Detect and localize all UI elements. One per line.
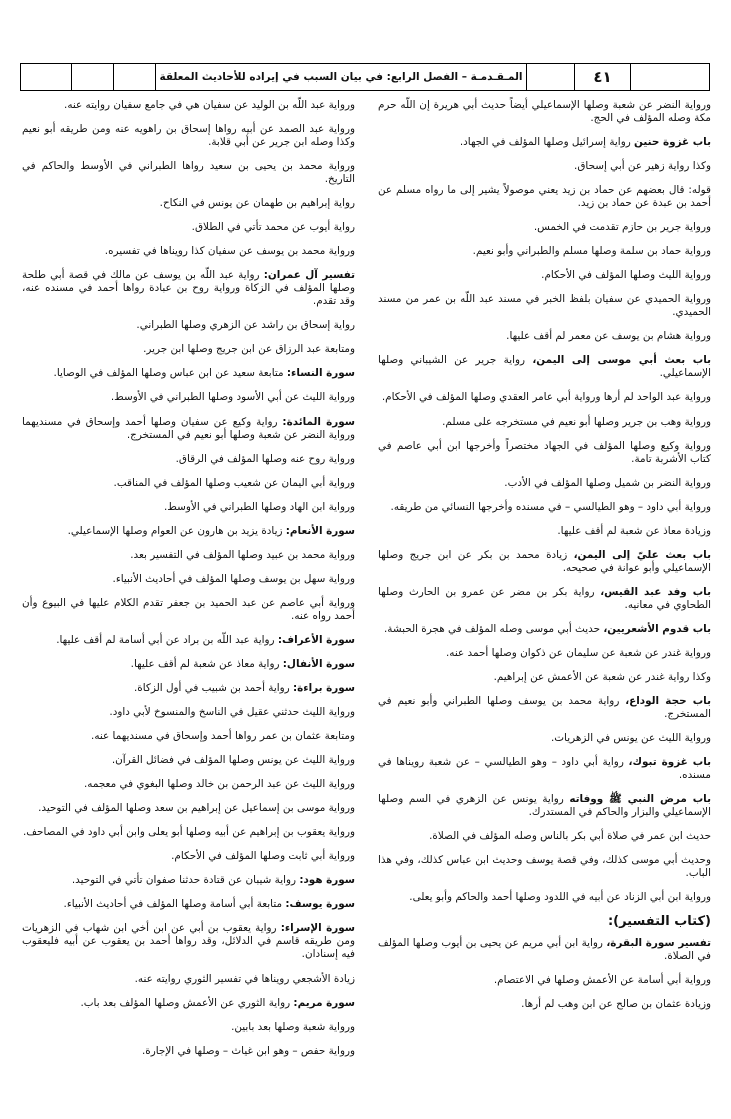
paragraph-heading: سورة الأنعام:: [285, 524, 355, 537]
paragraph: [22, 754, 355, 767]
paragraph: [22, 706, 355, 719]
paragraph: [22, 898, 355, 911]
paragraph-heading: باب غزوة حنين: [634, 136, 711, 149]
paragraph-text: ورواية عبد الصمد عن أبيه رواها إسحاق بن راهويه عنه ومن طريقه أبو نعيم وكذا وصله ابن جرير عن أبي قلابة.: [22, 123, 355, 149]
paragraph-text: متابعة أبي أسامة وصلها المؤلف في أحاديث الأنبياء.: [63, 898, 286, 911]
paragraph-text: حديث أبي موسى وصله المؤلف في هجرة الحبشة.: [383, 622, 604, 635]
paragraph-text: ورواية أبي أسامة عن الأعمش وصلها في الاعتصام.: [493, 974, 711, 987]
paragraph: [378, 525, 711, 538]
paragraph-text: وزيادة عثمان بن صالح عن ابن وهب لم أرها.: [521, 998, 711, 1011]
paragraph-text: وكذا رواية غندر عن شعبة عن الأعمش عن إبراهيم.: [493, 670, 711, 683]
paragraph: [22, 453, 355, 466]
paragraph: [22, 634, 355, 647]
paragraph-text: رواية أيوب عن محمد تأتي في الطلاق.: [191, 221, 355, 234]
paragraph: [22, 597, 355, 623]
paragraph-text: رواية معاذ عن شعبة لم أقف عليها.: [130, 657, 283, 670]
paragraph-heading: سورة الأنفال:: [282, 657, 355, 670]
paragraph-text: زيادة الأشجعي رويناها في تفسير الثوري روايته عنه.: [134, 972, 355, 985]
paragraph-text: حديث ابن عمر في صلاة أبي بكر بالناس وصله المؤلف في الصلاة.: [429, 830, 711, 843]
paragraph: [378, 937, 711, 963]
paragraph-text: ورواية ابن الهاد وصلها الطبراني في الأوسط.: [164, 500, 355, 513]
paragraph: [378, 293, 711, 319]
paragraph: [378, 974, 711, 987]
paragraph: [378, 501, 711, 514]
paragraph-text: رواية جرير عن الشيباني وصلها الإسماعيلي.: [378, 354, 711, 380]
paragraph-heading: سورة هود:: [299, 874, 355, 887]
header-blank-cell: [631, 64, 709, 90]
paragraph-text: ورواية الليث عن أبي الأسود وصلها الطبراني في الأوسط.: [110, 391, 355, 404]
paragraph-heading: سورة الأعراف:: [277, 633, 355, 646]
running-title: المـقـدمـة – الفصل الرابع: في بيان السبب في إيراده للأحاديث المعلقة: [156, 64, 527, 90]
paragraph-text: ورواية أبي داود – وهو الطيالسي – في مسنده وأخرجها النسائي من طريقه.: [390, 500, 711, 513]
paragraph-heading: سورة النساء:: [286, 367, 355, 380]
paragraph: [22, 1045, 355, 1058]
paragraph-text: رواية عبد اللّه بن براد عن أبي أسامة لم أقف عليها.: [56, 633, 278, 646]
paragraph-text: ورواية النضر بن شميل وصلها المؤلف في الأدب.: [504, 476, 711, 489]
paragraph: [378, 99, 711, 125]
paragraph: [378, 330, 711, 343]
paragraph-heading: باب بعث عليّ إلى اليمن،: [573, 548, 711, 561]
paragraph-heading: باب غزوة تبوك،: [628, 756, 711, 769]
paragraph: [22, 922, 355, 961]
paragraph: [378, 647, 711, 660]
paragraph: [22, 1021, 355, 1034]
paragraph-text: ورواية محمد بن يحيى بن سعيد رواها الطبراني في الأوسط والحاكم في التاريخ.: [22, 160, 355, 186]
paragraph: [22, 160, 355, 186]
paragraph: [378, 586, 711, 612]
paragraph: [378, 891, 711, 904]
paragraph-text: ورواية الليث عن يونس في الزهريات.: [550, 732, 711, 745]
paragraph-text: زيادة يزيد بن هارون عن العوام وصلها الإسماعيلي.: [67, 524, 286, 537]
paragraph-text: ورواية يعقوب بن إبراهيم عن أبيه وصلها أبو يعلى وابن أبي داود في المصاحف.: [22, 826, 355, 839]
paragraph: [378, 623, 711, 636]
paragraph: [22, 197, 355, 210]
paragraph: [22, 221, 355, 234]
paragraph-text: رواية الثوري عن الأعمش وصلها المؤلف بعد باب.: [80, 996, 294, 1009]
paragraph: [22, 367, 355, 380]
paragraph-text: رواية محمد بن يوسف وصلها الطبراني وأبو نعيم في المستخرج.: [378, 694, 711, 720]
paragraph-text: ورواية النضر عن شعبة وصلها الإسماعيلي أيضاً حديث أبي هريرة إن اللّه حرم مكة وصله المؤلف في الحج.: [378, 99, 711, 124]
paragraph-text: رواية وكيع عن سفيان وصلها أحمد وإسحاق في مسنديهما ورواية النضر عن شعبة وصلها أبو نعيم في المستخرج.: [22, 415, 355, 441]
paragraph: [378, 184, 711, 210]
paragraph-heading: باب مرض النبي ﷺ ووفاته: [569, 793, 711, 806]
paragraph: [378, 269, 711, 282]
paragraph: [378, 695, 711, 721]
header-blank-cell: [21, 64, 72, 90]
paragraph-heading: سورة يوسف:: [285, 898, 355, 911]
paragraph: [22, 997, 355, 1010]
paragraph-text: رواية يعقوب بن أبي عن ابن أخي ابن شهاب في الزهريات ومن طريقه قاسم في الدلائل، وقد رواها أحمد بن يعقوب عن أبيه فليعقوب فيه إسنادان.: [22, 922, 355, 961]
paragraph: [378, 245, 711, 258]
paragraph: [378, 732, 711, 745]
paragraph-text: ورواية غندر عن شعبة عن سليمان عن ذكوان وصلها أحمد عنه.: [446, 646, 711, 659]
paragraph-text: ورواية وكيع وصلها المؤلف في الجهاد مختصراً وأخرجها ابن أبي عاصم في كتاب الأشربة تامة.: [378, 439, 711, 465]
paragraph-text: رواية إبراهيم بن طهمان عن يونس في النكاح.: [159, 197, 355, 210]
paragraph: [22, 658, 355, 671]
paragraph-text: زيادة محمد بن بكر عن ابن جريج وصلها الإسماعيلي وأبو عوانة في صحيحه.: [378, 548, 711, 574]
paragraph: [22, 525, 355, 538]
paragraph-heading: تفسير سورة البقرة،: [606, 937, 711, 950]
paragraph: [22, 826, 355, 839]
paragraph: [22, 730, 355, 743]
paragraph-text: ورواية حماد بن سلمة وصلها مسلم والطبراني وأبو نعيم.: [472, 245, 711, 258]
paragraph: [22, 99, 355, 112]
paragraph: [22, 477, 355, 490]
paragraph-heading: سورة الإسراء:: [280, 922, 355, 935]
page-header: [20, 63, 710, 91]
paragraph-text: رواية أبي داود – وهو الطيالسي – عن شعبة رويناها في مسنده.: [378, 756, 711, 782]
paragraph-heading: سورة براءة:: [293, 681, 355, 694]
paragraph-text: ورواية سهل بن يوسف وصلها المؤلف في أحاديث الأنبياء.: [112, 572, 355, 585]
paragraph: [378, 221, 711, 234]
header-blank-cell: [72, 64, 114, 90]
paragraph: [378, 793, 711, 819]
paragraph-text: وحديث أبي موسى كذلك، وفي قصة يوسف وحديث ابن عباس كذلك، وفي هذا الباب.: [378, 854, 711, 880]
paragraph-text: ورواية أبي عاصم عن عبد الحميد بن جعفر تقدم الكلام عليها في البيوع وأن أحمد رواه عنه.: [22, 596, 355, 622]
right-text-column: [378, 99, 711, 1022]
paragraph: [378, 391, 711, 404]
paragraph: [378, 160, 711, 173]
left-text-column: [22, 99, 355, 1069]
paragraph: [22, 123, 355, 149]
paragraph-heading: باب وفد عبد القيس،: [600, 585, 711, 598]
paragraph: [22, 973, 355, 986]
paragraph-text: رواية شيبان عن قتادة حدثنا صفوان تأتي في التوحيد.: [71, 874, 300, 887]
paragraph-text: رواية أحمد بن شبيب في أول الزكاة.: [134, 681, 293, 694]
paragraph: [22, 573, 355, 586]
paragraph-text: ورواية جرير بن حازم تقدمت في الخمس.: [533, 221, 711, 234]
paragraph-heading: سورة مريم:: [293, 996, 355, 1009]
header-blank-cell: [527, 64, 575, 90]
paragraph-text: ورواية الليث حدثني عقيل في الناسخ والمنسوخ لأبي داود.: [109, 706, 355, 719]
paragraph: [378, 354, 711, 380]
paragraph: [378, 854, 711, 880]
paragraph-text: ورواية أبي ثابت وصلها المؤلف في الأحكام.: [171, 850, 355, 863]
paragraph: [22, 850, 355, 863]
paragraph-text: ورواية روح عنه وصلها المؤلف في الرقاق.: [175, 452, 355, 465]
paragraph: [378, 136, 711, 149]
paragraph: [22, 343, 355, 356]
paragraph-text: ورواية وهب بن جرير وصلها أبو نعيم في مستخرجه على مسلم.: [442, 415, 711, 428]
paragraph-heading: سورة المائدة:: [282, 415, 355, 428]
paragraph-text: وكذا رواية زهير عن أبي إسحاق.: [574, 160, 711, 173]
paragraph: [22, 802, 355, 815]
paragraph: [378, 440, 711, 466]
paragraph-text: رواية عبد اللّه بن يوسف عن مالك في قصة أبي طلحة وصلها المؤلف في الزكاة ورواية روح بن عبادة رواها أحمد في مسنده عنه، وقد تقدم.: [22, 269, 355, 308]
paragraph-text: رواية يونس عن الزهري في السم وصلها الإسماعيلي والبزار والحاكم في المستدرك.: [378, 793, 711, 819]
paragraph: [378, 915, 711, 928]
paragraph-text: ورواية عبد اللّه بن الوليد عن سفيان هي في جامع سفيان روايته عنه.: [64, 99, 355, 111]
paragraph-heading: باب حجة الوداع،: [625, 694, 711, 707]
paragraph: [22, 778, 355, 791]
paragraph-text: رواية بكر بن مضر عن عمرو بن الحارث وصلها الطحاوي في معانيه.: [378, 585, 711, 611]
paragraph: [378, 477, 711, 490]
paragraph: [22, 416, 355, 442]
page-number: ٤١: [575, 64, 631, 90]
paragraph-text: رواية إسرائيل وصلها المؤلف في الجهاد.: [459, 136, 635, 149]
paragraph-text: ورواية موسى بن إسماعيل عن إبراهيم بن سعد وصلها المؤلف في التوحيد.: [38, 802, 355, 815]
paragraph: [378, 416, 711, 429]
paragraph-text: قوله: قال بعضهم عن حماد بن زيد يعني موصولاً يشير إلى ما رواه مسلم عن أحمد بن عبدة عن حماد بن زيد.: [378, 184, 711, 210]
paragraph-text: ورواية هشام بن يوسف عن معمر لم أقف عليها.: [506, 330, 711, 343]
paragraph: [22, 319, 355, 332]
paragraph-text: وزيادة معاذ عن شعبة لم أقف عليها.: [557, 524, 711, 537]
paragraph-heading: باب بعث أبي موسى إلى اليمن،: [532, 354, 712, 367]
paragraph-text: ومتابعة عثمان بن عمر رواها أحمد وإسحاق في مسنديهما عنه.: [91, 730, 355, 743]
paragraph: [22, 391, 355, 404]
paragraph: [22, 682, 355, 695]
paragraph-heading: باب قدوم الأشعريين،: [603, 622, 711, 635]
paragraph: [22, 269, 355, 308]
paragraph-heading: تفسير آل عمران:: [263, 269, 355, 282]
paragraph-text: ومتابعة عبد الرزاق عن ابن جريج وصلها ابن جرير.: [143, 343, 355, 356]
paragraph: [378, 756, 711, 782]
paragraph-text: متابعة سعيد عن ابن عباس وصلها المؤلف في الوصايا.: [53, 367, 287, 380]
paragraph-text: ورواية الحميدي عن سفيان بلفظ الخبر في مسند عبد اللّه بن عمر من مسند الحميدي.: [378, 293, 711, 319]
paragraph: [378, 671, 711, 684]
paragraph: [22, 874, 355, 887]
paragraph: [378, 998, 711, 1011]
paragraph-text: ورواية ابن أبي الزناد عن أبيه في اللدود وصلها أحمد والحاكم وأبو يعلى.: [409, 891, 711, 904]
paragraph-text: ورواية الليث عن عبد الرحمن بن خالد وصلها البغوي في معجمه.: [83, 778, 355, 791]
paragraph-text: ورواية شعبة وصلها بعد بابين.: [231, 1020, 355, 1033]
paragraph-text: ورواية الليث عن يونس وصلها المؤلف في فضائل القرآن.: [111, 754, 355, 767]
paragraph-text: ورواية حفص – وهو ابن غياث – وصلها في الإجارة.: [141, 1044, 355, 1057]
paragraph-text: ورواية محمد بن يوسف عن سفيان كذا رويناها في تفسيره.: [104, 245, 355, 258]
paragraph-heading: (كتاب التفسير):: [607, 914, 711, 930]
paragraph-text: رواية ابن أبي مريم عن يحيى بن أيوب وصلها المؤلف في الصلاة.: [378, 937, 711, 963]
paragraph-text: رواية إسحاق بن راشد عن الزهري وصلها الطبراني.: [136, 319, 355, 332]
paragraph: [22, 501, 355, 514]
paragraph-text: ورواية محمد بن عبيد وصلها المؤلف في التفسير بعد.: [130, 548, 355, 561]
paragraph: [22, 245, 355, 258]
paragraph-text: ورواية عبد الواحد لم أرها ورواية أبي عامر العقدي وصلها المؤلف في الأحكام.: [381, 391, 711, 404]
paragraph-text: ورواية أبي اليمان عن شعيب وصلها المؤلف في المناقب.: [113, 476, 355, 489]
paragraph: [22, 549, 355, 562]
paragraph: [378, 549, 711, 575]
header-blank-cell: [114, 64, 156, 90]
paragraph-text: ورواية الليث وصلها المؤلف في الأحكام.: [541, 269, 711, 282]
paragraph: [378, 830, 711, 843]
